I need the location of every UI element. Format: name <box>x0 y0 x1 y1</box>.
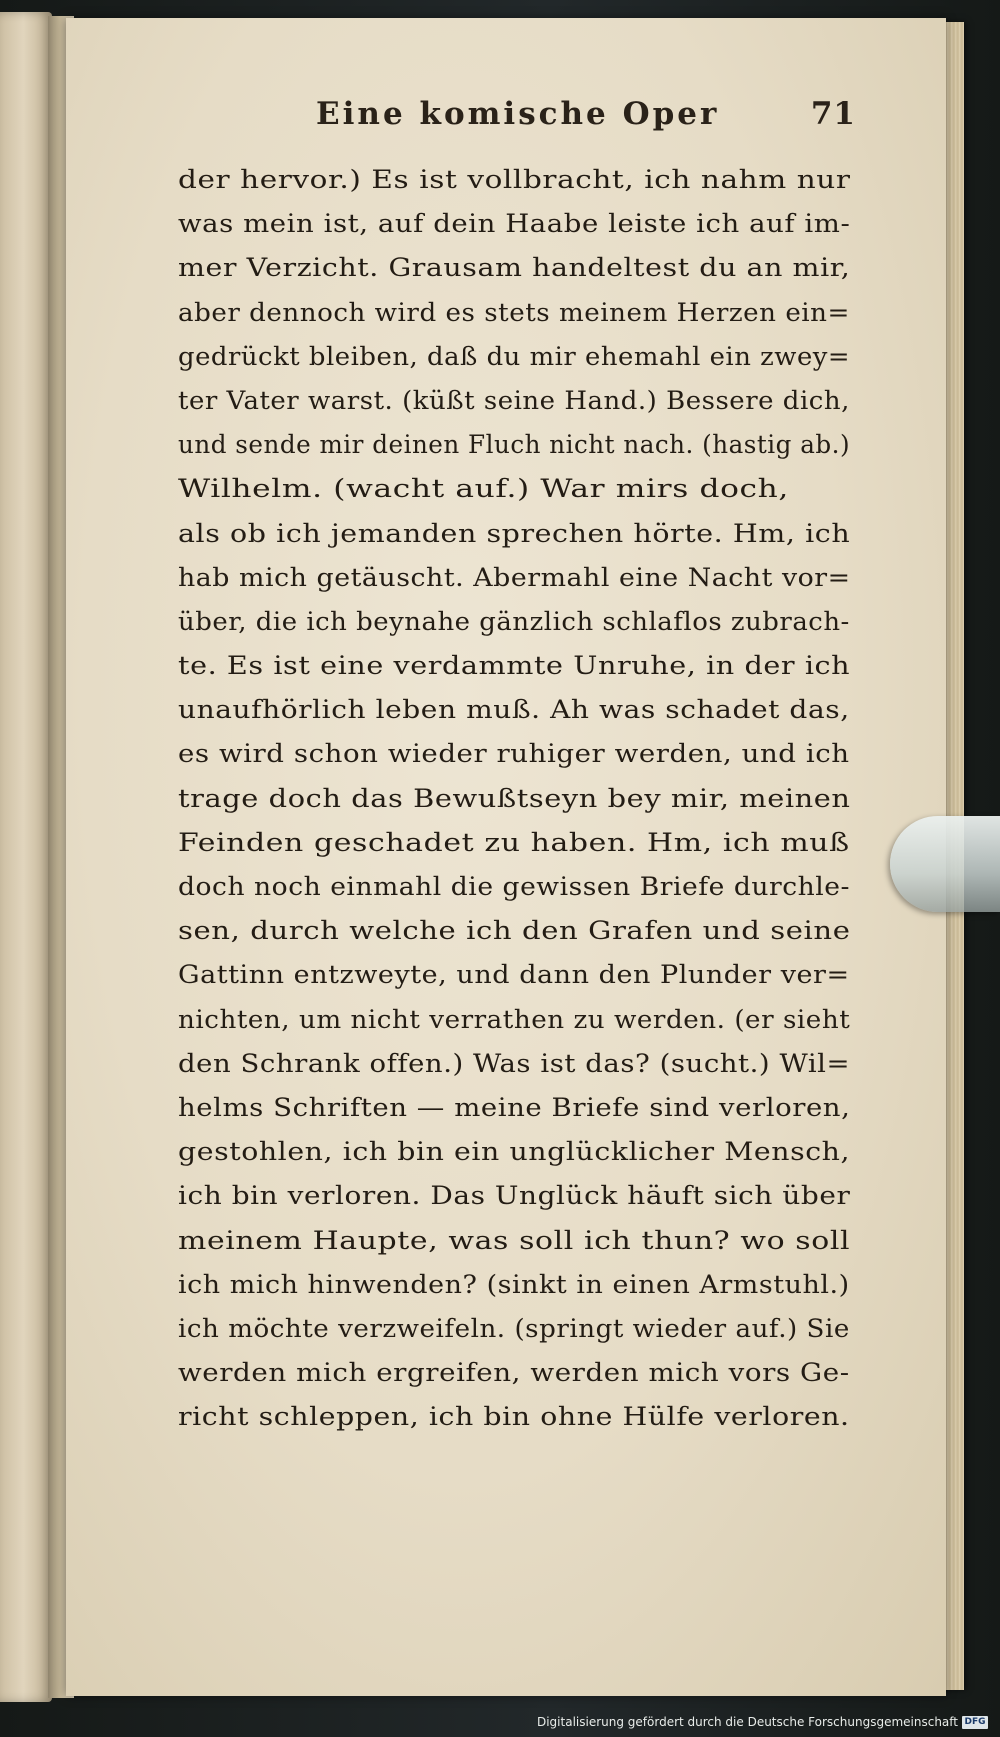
text-line: ich mich hinwenden? (sinkt in einen Armstuhl.) <box>178 1269 850 1299</box>
text-line: nichten, um nicht verrathen zu werden. (er sieht <box>178 1004 851 1034</box>
text-line: und sende mir deinen Fluch nicht nach. (hastig ab.) <box>178 430 851 460</box>
text-line: Gattinn entzweyte, und dann den Plunder ver= <box>178 960 850 990</box>
text-line: unaufhörlich leben muß. Ah was schadet das, <box>178 695 850 725</box>
text-line: Wilhelm. (wacht auf.) War mirs doch, <box>178 474 789 504</box>
text-line: gedrückt bleiben, daß du mir ehemahl ein zwey= <box>178 341 851 371</box>
text-line: den Schrank offen.) Was ist das? (sucht.) Wil= <box>178 1048 851 1078</box>
text-line: was mein ist, auf dein Haabe leiste ich auf im- <box>178 209 851 239</box>
text-line: Feinden geschadet zu haben. Hm, ich muß <box>178 827 850 857</box>
page-number: 71 <box>810 96 856 132</box>
text-line: als ob ich jemanden sprechen hörte. Hm, ich <box>178 518 851 548</box>
text-line: es wird schon wieder ruhiger werden, und ich <box>178 739 850 769</box>
previous-page-edge <box>0 12 52 1702</box>
running-head <box>316 96 866 146</box>
credit-text: Digitalisierung gefördert durch die Deutsche Forschungsgemeinschaft <box>536 1715 958 1729</box>
page-clip <box>890 816 1000 912</box>
text-line: mer Verzicht. Grausam handeltest du an mir, <box>178 253 851 283</box>
text-line: ich möchte verzweifeln. (springt wieder auf.) Sie <box>178 1313 850 1343</box>
text-line: aber dennoch wird es stets meinem Herzen ein= <box>178 297 850 327</box>
body-text <box>178 158 858 1439</box>
text-line: sen, durch welche ich den Grafen und seine <box>178 916 851 946</box>
text-line: hab mich getäuscht. Abermahl eine Nacht vor= <box>178 562 851 592</box>
text-line: der hervor.) Es ist vollbracht, ich nahm nur <box>178 165 851 194</box>
text-line: richt schleppen, ich bin ohne Hülfe verloren. <box>178 1402 850 1432</box>
dfg-logo-icon: DFG <box>962 1716 988 1729</box>
text-line: doch noch einmahl die gewissen Briefe durchle- <box>178 872 851 901</box>
text-line: helms Schriften — meine Briefe sind verloren, <box>178 1092 851 1122</box>
text-line: ich bin verloren. Das Unglück häuft sich über <box>178 1181 851 1211</box>
text-line: über, die ich beynahe gänzlich schlaflos zubrach- <box>178 606 850 636</box>
text-line: werden mich ergreifen, werden mich vors Ge- <box>178 1358 850 1388</box>
text-line: ter Vater warst. (küßt seine Hand.) Bessere dich, <box>178 385 850 415</box>
text-line: gestohlen, ich bin ein unglücklicher Mensch, <box>178 1137 851 1167</box>
text-line: te. Es ist eine verdammte Unruhe, in der ich <box>178 651 851 681</box>
text-line: trage doch das Bewußtseyn bey mir, meinen <box>178 783 851 813</box>
text-line: meinem Haupte, was soll ich thun? wo soll <box>178 1225 851 1255</box>
digitization-credit <box>537 1711 988 1733</box>
running-title: Eine komische Oper <box>316 96 720 132</box>
